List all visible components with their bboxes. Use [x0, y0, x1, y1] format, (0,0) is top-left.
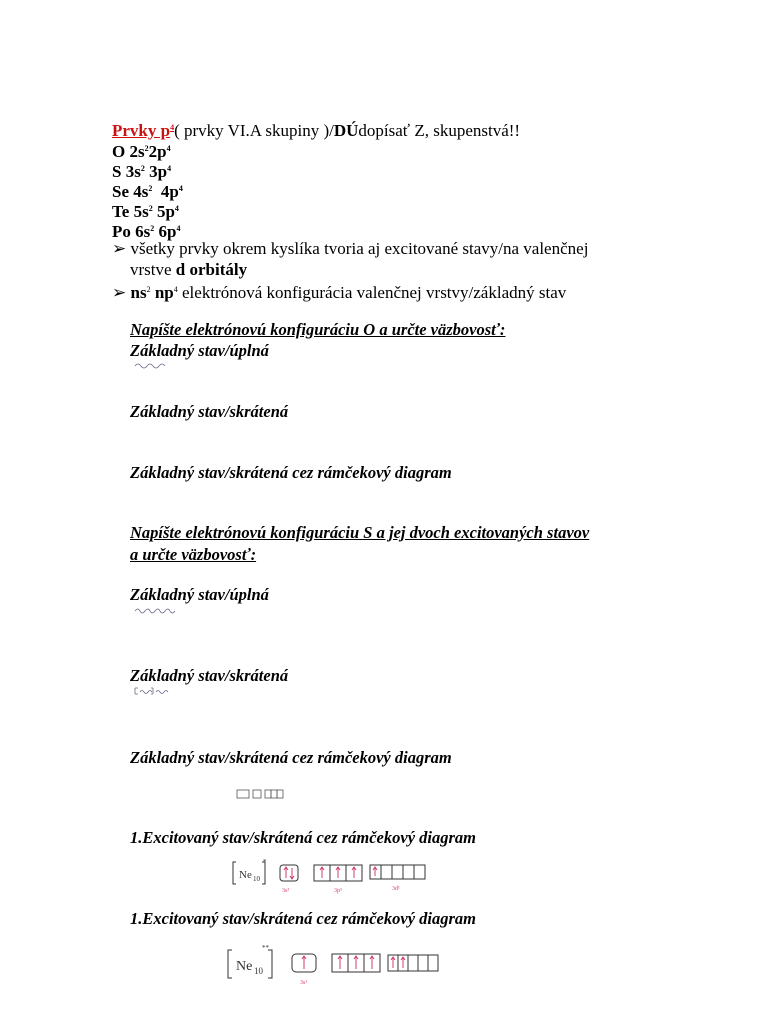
handwriting-box-diagram-small — [236, 788, 288, 800]
handwriting-scribble — [133, 686, 173, 696]
section-s-heading-line2: a určte väzbovosť: — [130, 545, 257, 564]
arrow-bullet-icon: ➢ — [112, 283, 127, 302]
svg-text:10: 10 — [253, 875, 260, 883]
svg-text:Ne: Ne — [236, 959, 253, 974]
element-line-te: Te $5s^2$ $5p^4$ — [112, 202, 179, 221]
section-s-box-label: Základný stav/skrátená cez rámčekový diagram — [130, 748, 452, 767]
title-rest: ( prvky VI.A skupiny )/ — [174, 121, 334, 140]
svg-text:3s²: 3s² — [282, 888, 290, 894]
bullet-2: ➢ $ns^2$ $np^4$ elektrónová konfigurácia valenčnej vrstvy/základný stav — [112, 283, 567, 302]
element-line-s: S $3s^2$ $3p^4$ — [112, 162, 172, 181]
element-line-o: O $2s^22p^4$ — [112, 142, 171, 161]
arrow-bullet-icon: ➢ — [112, 239, 127, 258]
svg-text:10: 10 — [254, 966, 263, 976]
bullet-1: ➢ všetky prvky okrem kyslíka tvoria aj excitované stavy/na valenčnej — [112, 239, 589, 258]
section-o-heading: Napíšte elektrónovú konfiguráciu O a určte väzbovosť: — [130, 320, 506, 339]
section-o-full-label: Základný stav/úplná — [130, 341, 269, 360]
svg-text:3p³: 3p³ — [334, 888, 342, 894]
handwriting-box-diagram-exc2 — [224, 942, 444, 986]
section-s-heading-line1: Napíšte elektrónovú konfiguráciu S a jej dvoch excitovaných stavov — [130, 523, 590, 542]
section-s-full-label: Základný stav/úplná — [130, 585, 269, 604]
element-line-se: Se $4s^2$ $4p^4$ — [112, 182, 183, 201]
section-o-box-label: Základný stav/skrátená cez rámčekový diagram — [130, 463, 452, 482]
svg-text:**: ** — [262, 944, 269, 952]
document-title — [112, 118, 520, 141]
section-s-exc1-label: 1.Excitovaný stav/skrátená cez rámčekový diagram — [130, 828, 476, 847]
section-o-short-label: Základný stav/skrátená — [130, 402, 289, 421]
title-red-sup: 4 — [170, 123, 175, 132]
title-red: Prvky p — [112, 121, 171, 140]
element-line-po: Po $6s^2$ $6p^4$ — [112, 222, 181, 241]
title-du: DÚ — [333, 121, 359, 140]
svg-text:*: * — [263, 858, 267, 866]
bullet-1-line2: vrstve d orbitály — [130, 260, 248, 279]
section-s-exc2-label: 1.Excitovaný stav/skrátená cez rámčekový diagram — [130, 909, 476, 928]
svg-text:Ne: Ne — [239, 869, 252, 881]
title-tail: dopísať Z, skupenstvá!! — [358, 121, 521, 140]
handwriting-scribble — [133, 361, 167, 369]
svg-text:3d¹: 3d¹ — [392, 886, 400, 892]
svg-text:3s¹: 3s¹ — [300, 980, 308, 986]
handwriting-box-diagram-exc1 — [230, 856, 430, 896]
handwriting-scribble — [133, 606, 179, 614]
section-s-short-label: Základný stav/skrátená — [130, 666, 289, 685]
